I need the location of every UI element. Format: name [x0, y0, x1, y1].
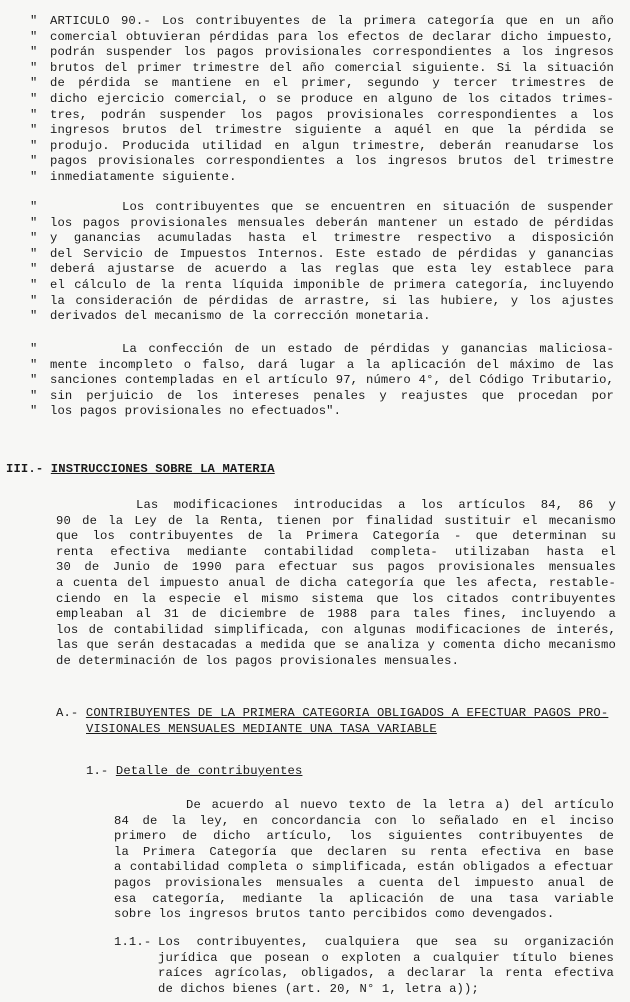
quoted-line: " deberá ajustarse de acuerdo a las reglas que esta ley establece para [30, 262, 614, 277]
paragraph-line: pagos provisionales mensuales a cuenta del impuesto anual de [114, 875, 614, 890]
section-title-line2: VISIONALES MENSUALES MEDIANTE UNA TASA VARIABLE [86, 721, 437, 736]
sanctions-block [30, 342, 614, 420]
paragraph-line: sobre los ingresos brutos tanto percibidos como devengados. [114, 907, 555, 922]
quoted-line: " dicho ejercicio comercial, o se produce en alguno de los citados trimes- [30, 91, 614, 106]
quoted-line: " comercial obtuvieran pérdidas para los efectos de declarar dicho impuesto, [30, 29, 614, 44]
section-number: III.- [6, 462, 44, 476]
paragraph-line: 84 de la ley, en concordancia con lo señalado en el inciso [114, 813, 614, 828]
paragraph-line: ciendo en la especie el mismo sistema que los citados contribuyentes [56, 591, 616, 606]
quoted-line: " pagos provisionales correspondientes a los ingresos brutos del trimestre [30, 154, 614, 169]
quoted-line: " mente incompleto o falso, dará lugar a la aplicación del máximo de las [30, 357, 614, 372]
quoted-line: " produjo. Producida utilidad en algun trimestre, deberán reanudarse los [30, 138, 614, 153]
paragraph-line: primero de dicho artículo, los siguientes contribuyentes de [114, 829, 614, 844]
quoted-line: " ingresos brutos del trimestre siguiente a aquél en que la pérdida se [30, 123, 614, 138]
quoted-line: " de pérdida se mantiene en el primer, segundo y tercer trimestres de [30, 76, 614, 91]
paragraph-line: a contabilidad completa o simplificada, están obligados a efectuar [114, 860, 614, 875]
paragraph-line: 30 de Junio de 1990 para efectuar sus pagos provisionales mensuales [56, 560, 616, 575]
quoted-line: " ARTICULO 90.- Los contribuyentes de la primera categoría que en un año [30, 14, 614, 28]
section-heading-1 [86, 764, 302, 780]
quoted-line: " sin perjuicio de los intereses penales y reajustes que procedan por [30, 388, 614, 403]
paragraph-line: 90 de la Ley de la Renta, tienen por finalidad sustituir el mecanismo [56, 513, 616, 528]
quoted-line: " derivados del mecanismo de la corrección monetaria. [30, 309, 431, 324]
quoted-line: " inmediatamente siguiente. [30, 169, 237, 184]
quoted-line: " y ganancias acumuladas hasta el trimestre respectivo a disposición [30, 231, 614, 246]
item-1-1-number: 1.1.- [114, 935, 152, 949]
paragraph-line: esa categoría, mediante la aplicación de una tasa variable [114, 891, 614, 906]
section-heading-a [56, 706, 616, 737]
paragraph-line: los de contabilidad simplificada, con algunas modificaciones de interés, [56, 622, 616, 637]
quoted-line: " los pagos provisionales mensuales deberán mantener un estado de pérdidas [30, 215, 614, 230]
quoted-line: " los pagos provisionales no efectuados". [30, 404, 342, 419]
paragraph-line: que los contribuyentes de la Primera Categoría - que determinan su [56, 529, 616, 544]
paragraph-line: las que serán destacadas a medida que se analiza y comenta dicho mecanismo [56, 638, 616, 653]
paragraph-line: de determinación de los pagos provisionales mensuales. [56, 653, 460, 668]
quoted-line: " la consideración de pérdidas de arrastre, si las hubiere, y los ajustes [30, 293, 614, 308]
quoted-line: " tres, podrán suspender los pagos provisionales correspondientes a los [30, 107, 614, 122]
paragraph-line: Los contribuyentes, cualquiera que sea su organización [158, 935, 614, 949]
section-1-paragraph [114, 798, 614, 923]
item-1-1-paragraph [158, 935, 614, 997]
intro-paragraph [56, 498, 616, 670]
paragraph-line: de dichos bienes (art. 20, N° 1, letra a)); [158, 981, 479, 996]
paragraph-line: empleaban al 31 de diciembre de 1988 para tales fines, incluyendo a [56, 607, 616, 622]
paragraph-line: jurídica que posean o exploten a cualquier título bienes [158, 950, 614, 965]
quoted-line: " Los contribuyentes que se encuentren en situación de suspender [30, 200, 614, 214]
section-heading-iii [6, 462, 275, 478]
quoted-line: " podrán suspender los pagos provisionales correspondientes a los ingresos [30, 45, 614, 60]
suspension-block [30, 200, 614, 325]
paragraph-line: raíces agrícolas, obligados, a declarar la renta efectiva [158, 966, 614, 981]
section-title: Detalle de contribuyentes [115, 764, 303, 778]
quoted-line: " brutos del primer trimestre del año comercial siguiente. Si la situación [30, 60, 614, 75]
paragraph-line: a cuenta del impuesto anual de dicha categoría que les afecta, restable- [56, 575, 616, 590]
article-90-block [30, 14, 614, 186]
paragraph-line: Las modificaciones introducidas a los artículos 84, 86 y [136, 498, 616, 512]
quoted-line: " del Servicio de Impuestos Internos. Este estado de pérdidas y ganancias [30, 246, 614, 261]
paragraph-line: De acuerdo al nuevo texto de la letra a) del artículo [186, 798, 614, 812]
quoted-line: " La confección de un estado de pérdidas y ganancias maliciosa- [30, 342, 614, 356]
section-title: INSTRUCCIONES SOBRE LA MATERIA [50, 462, 275, 476]
paragraph-line: la Primera Categoría que declaren su renta efectiva en base [114, 844, 614, 859]
quoted-line: " el cálculo de la renta líquida imponible de primera categoría, incluyendo [30, 277, 614, 292]
section-number: A.- [56, 706, 79, 720]
quoted-line: " sanciones contempladas en el artículo 97, número 4°, del Código Tributario, [30, 373, 614, 388]
section-title-line1: CONTRIBUYENTES DE LA PRIMERA CATEGORIA OBLIGADOS A EFECTUAR PAGOS PRO- [85, 706, 609, 720]
paragraph-line: renta efectiva mediante contabilidad completa- utilizaban hasta el [56, 544, 616, 559]
section-number: 1.- [86, 764, 109, 778]
